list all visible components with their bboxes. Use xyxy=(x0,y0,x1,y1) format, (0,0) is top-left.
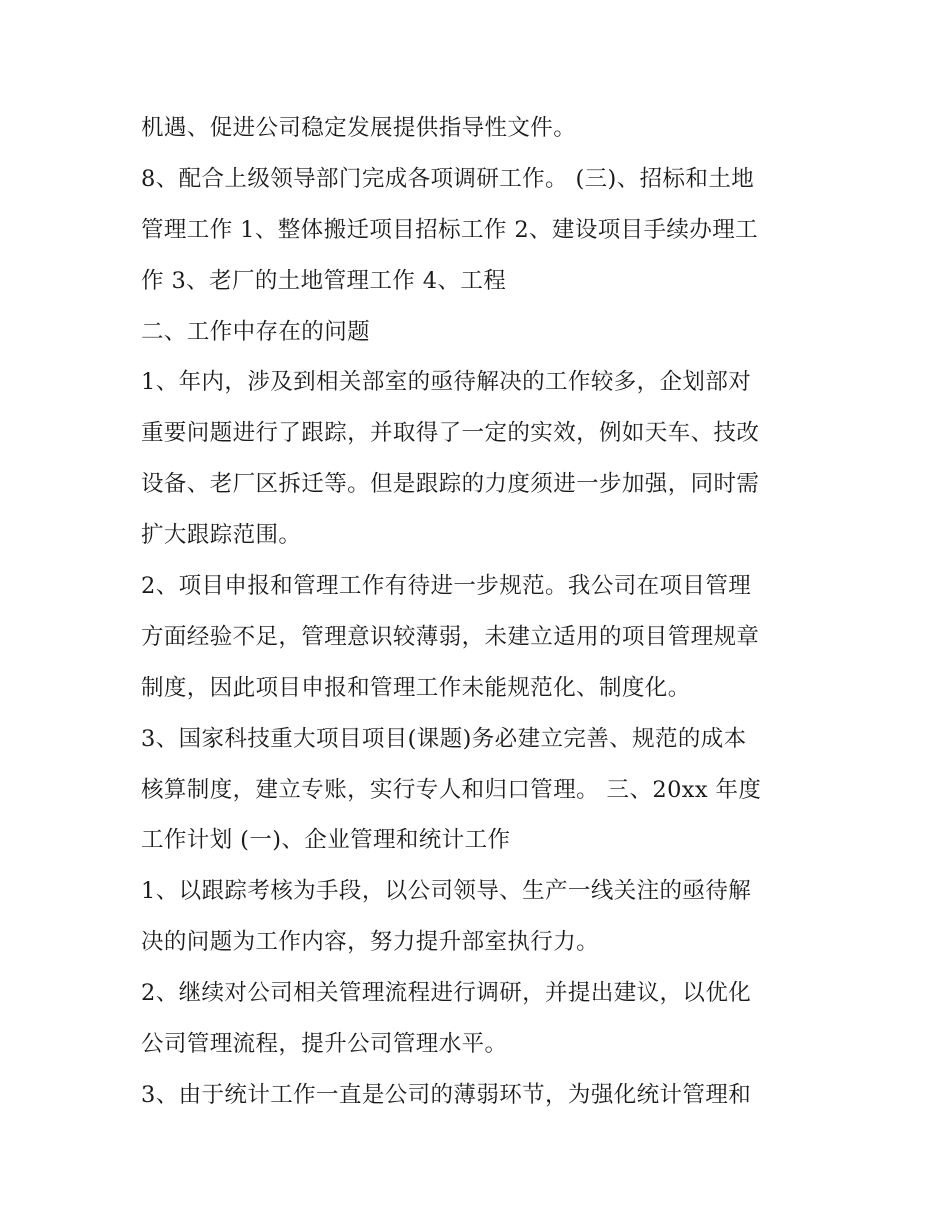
text-line: 1、以跟踪考核为手段，以公司领导、生产一线关注的亟待解 xyxy=(141,878,752,905)
section-heading: 二、工作中存在的问题 xyxy=(141,318,371,345)
text-line: 2、项目申报和管理工作有待进一步规范。我公司在项目管理 xyxy=(141,573,752,600)
text-line: 公司管理流程，提升公司管理水平。 xyxy=(141,1031,508,1058)
text-line: 管理工作 1、整体搬迁项目招标工作 2、建设项目手续办理工 xyxy=(141,216,759,243)
text-line: 扩大跟踪范围。 xyxy=(141,522,302,549)
text-line: 3、由于统计工作一直是公司的薄弱环节，为强化统计管理和 xyxy=(141,1081,752,1108)
text-line: 方面经验不足，管理意识较薄弱，未建立适用的项目管理规章 xyxy=(141,623,760,650)
text-line: 重要问题进行了跟踪，并取得了一定的实效，例如天车、技改 xyxy=(141,420,760,447)
text-line: 制度，因此项目申报和管理工作未能规范化、制度化。 xyxy=(141,674,691,701)
text-line: 2、继续对公司相关管理流程进行调研，并提出建议，以优化 xyxy=(141,980,752,1007)
text-line: 核算制度，建立专账，实行专人和归口管理。 三、20xx 年度 xyxy=(141,776,762,803)
body-text xyxy=(141,103,821,1121)
text-line: 决的问题为工作内容，努力提升部室执行力。 xyxy=(141,929,600,956)
text-line: 8、配合上级领导部门完成各项调研工作。 (三)、招标和土地 xyxy=(141,165,755,192)
text-line: 1、年内，涉及到相关部室的亟待解决的工作较多，企划部对 xyxy=(141,369,752,396)
text-line: 设备、老厂区拆迁等。但是跟踪的力度须进一步加强，同时需 xyxy=(141,471,760,498)
text-line: 作 3、老厂的土地管理工作 4、工程 xyxy=(141,267,507,294)
text-line: 工作计划 (一)、企业管理和统计工作 xyxy=(141,827,511,854)
text-line: 3、国家科技重大项目项目(课题)务必建立完善、规范的成本 xyxy=(141,725,747,752)
text-line: 机遇、促进公司稳定发展提供指导性文件。 xyxy=(141,115,577,141)
